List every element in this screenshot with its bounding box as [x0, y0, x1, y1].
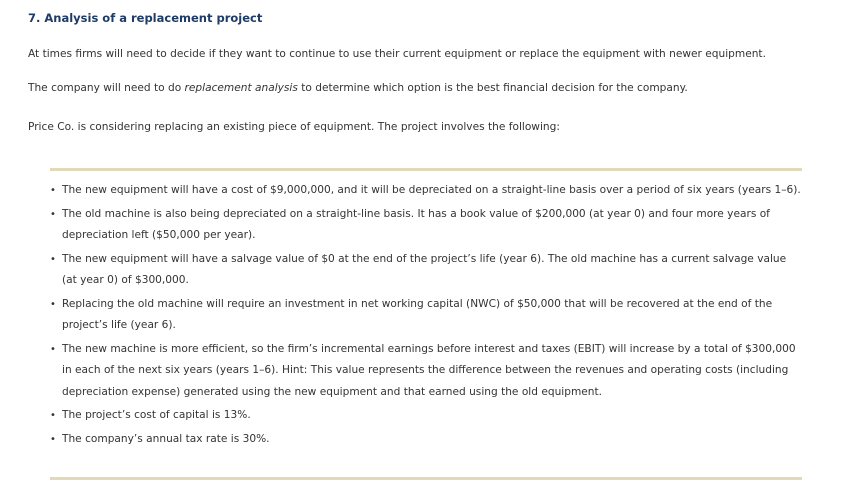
project-intro-paragraph: Price Co. is considering replacing an existing piece of equipment. The project involves the following: — [28, 121, 560, 133]
intro-paragraph: At times firms will need to decide if they want to continue to use their current equipment or replace the equipment with newer equipment. — [28, 48, 766, 60]
project-details-list — [50, 180, 802, 452]
bullet-icon: • — [50, 343, 56, 355]
replacement-analysis-paragraph — [28, 81, 688, 95]
list-item-text: The new equipment will have a salvage value of $0 at the end of the project’s life (year 6). The old machine has a current salvage value (at year 0) of $300,000. — [62, 252, 787, 286]
list-item-text: The project’s cost of capital is 13%. — [62, 409, 251, 421]
list-item-text: Replacing the old machine will require an investment in net working capital (NWC) of $50,000 that will be recovered at the end of the project’s life (year 6). — [62, 297, 773, 331]
list-item-text: The new machine is more efficient, so the firm’s incremental earnings before interest and taxes (EBIT) will increase by a total of $300,000 in each of the next six years (years 1–6). Hint: This value represents the difference between the revenues and operating costs (including depreciation expense) generated using the new equipment and that earned using the old equipment. — [62, 342, 796, 398]
bullet-icon: • — [50, 433, 56, 445]
bullet-icon: • — [50, 410, 56, 421]
list-item — [50, 180, 802, 202]
page-title: 7. Analysis of a replacement project — [28, 11, 263, 25]
list-item — [50, 204, 802, 247]
list-item-text: The new equipment will have a cost of $9,000,000, and it will be depreciated on a straight-line basis over a period of six years (years 1–6). — [62, 184, 801, 196]
list-item — [50, 429, 802, 451]
bullet-icon: • — [50, 298, 56, 310]
content-area — [28, 10, 808, 133]
replacement-analysis-term: replacement analysis — [184, 82, 298, 94]
para2-before: The company will need to do — [28, 82, 185, 94]
list-item — [50, 249, 802, 292]
list-item-text: The old machine is also being depreciated on a straight-line basis. It has a book value of $200,000 (at year 0) and four more years of depreciation left ($50,000 per year). — [62, 207, 770, 241]
bullet-icon: • — [50, 185, 56, 196]
list-item — [50, 405, 802, 427]
bullet-icon: • — [50, 208, 56, 220]
list-item — [50, 294, 802, 337]
list-item-text: The company’s annual tax rate is 30%. — [62, 432, 270, 445]
list-item — [50, 339, 802, 404]
para2-after: to determine which option is the best financial decision for the company. — [297, 82, 688, 94]
bullet-icon: • — [50, 253, 56, 265]
project-details-box — [50, 168, 802, 480]
